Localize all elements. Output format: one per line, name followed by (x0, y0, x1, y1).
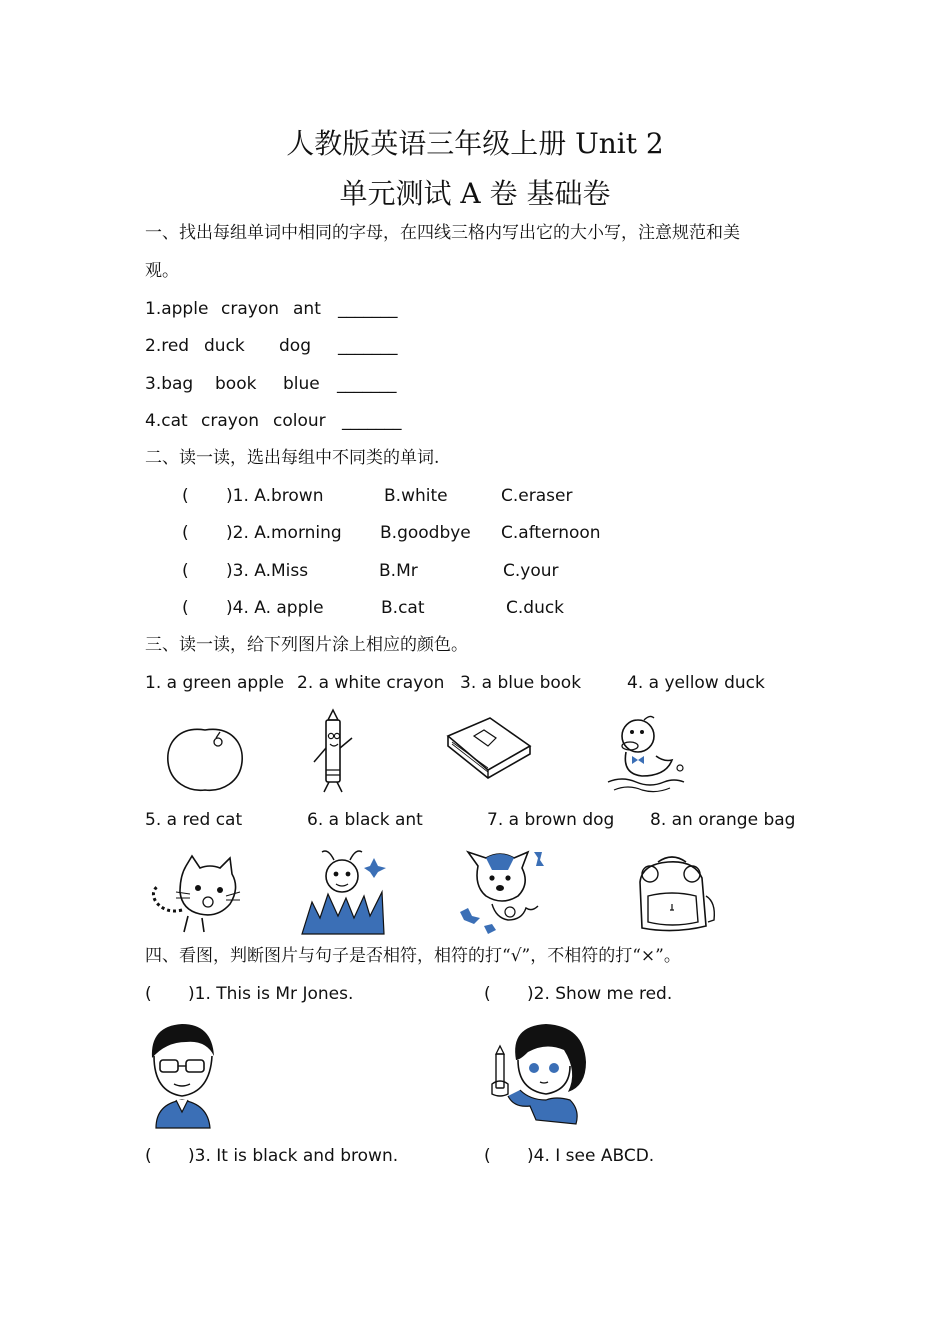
s2-q2-option-c: C.afternoon (501, 523, 601, 543)
s3-label1: 1. a green apple (145, 673, 285, 693)
s2-q2-option-b: B.goodbye (380, 523, 471, 543)
s3-label2: 2. a white crayon (297, 673, 445, 693)
s2-q4-option-b: B.cat (381, 598, 425, 618)
apple-picture (160, 722, 250, 794)
s1-item3-word2: book (215, 374, 257, 394)
s3-label4: 4. a yellow duck (627, 673, 765, 693)
section1-heading-line2: 观。 (145, 261, 179, 281)
section4-heading: 四、看图，判断图片与句子是否相符，相符的打“√”，不相符的打“×”。 (145, 946, 681, 966)
s3-label3: 3. a blue book (460, 673, 582, 693)
s1-item3-word1: 3.bag (145, 374, 194, 394)
cat-picture (146, 852, 242, 936)
crayon-picture (308, 708, 358, 794)
s2-q1-option-c: C.eraser (501, 486, 573, 506)
s1-item1-word1: 1.apple (145, 299, 209, 319)
s2-q4-paren[interactable]: ( (182, 598, 189, 618)
s2-q1-paren[interactable]: ( (182, 486, 189, 506)
s3-label6: 6. a black ant (307, 810, 423, 830)
section1-heading-line1: 一、找出每组单词中相同的字母，在四线三格内写出它的大小写，注意规范和美 (145, 223, 740, 243)
bag-picture (628, 852, 720, 934)
s4-q1-text: )1. This is Mr Jones. (188, 984, 354, 1004)
s4-q2-text: )2. Show me red. (527, 984, 673, 1004)
s1-item2-word2: duck (204, 336, 245, 356)
s2-q3-option-c: C.your (503, 561, 559, 581)
s4-q2-paren[interactable]: ( (484, 984, 491, 1004)
s1-item2-word1: 2.red (145, 336, 190, 356)
s1-item4-word3: colour (273, 411, 326, 431)
duck-picture (600, 712, 690, 794)
s2-q3-paren[interactable]: ( (182, 561, 189, 581)
s1-item4-word1: 4.cat (145, 411, 188, 431)
s1-item4-word2: crayon (201, 411, 259, 431)
mr-jones-picture (146, 1020, 220, 1130)
s4-q4-text: )4. I see ABCD. (527, 1146, 655, 1166)
s3-label7: 7. a brown dog (487, 810, 615, 830)
section2-heading: 二、读一读，选出每组中不同类的单词. (145, 448, 440, 468)
s2-q2-paren[interactable]: ( (182, 523, 189, 543)
title-line2: 单元测试 A 卷 基础卷 (339, 177, 611, 210)
s4-q1-paren[interactable]: ( (145, 984, 152, 1004)
s1-item3-word3: blue (283, 374, 320, 394)
ant-picture (298, 846, 390, 936)
s1-item2-word3: dog (279, 336, 311, 356)
s2-q3-option-a: )3. A.Miss (226, 561, 309, 581)
s4-q4-paren[interactable]: ( (484, 1146, 491, 1166)
section3-heading: 三、读一读，给下列图片涂上相应的颜色。 (145, 635, 468, 655)
s3-label8: 8. an orange bag (650, 810, 796, 830)
book-picture (444, 714, 534, 780)
s4-q3-paren[interactable]: ( (145, 1146, 152, 1166)
s1-item1-blank[interactable]: _______ (338, 299, 398, 319)
s1-item1-word3: ant (293, 299, 321, 319)
s2-q1-option-a: )1. A.brown (226, 486, 324, 506)
s1-item4-blank[interactable]: _______ (342, 411, 402, 431)
s2-q1-option-b: B.white (384, 486, 448, 506)
s2-q3-option-b: B.Mr (379, 561, 418, 581)
s2-q4-option-c: C.duck (506, 598, 565, 618)
s1-item2-blank[interactable]: _______ (338, 336, 398, 356)
s2-q2-option-a: )2. A.morning (226, 523, 342, 543)
s3-label5: 5. a red cat (145, 810, 243, 830)
dog-picture (456, 846, 552, 936)
girl-with-crayon-picture (490, 1020, 590, 1130)
s1-item1-word2: crayon (221, 299, 279, 319)
title-line1: 人教版英语三年级上册 Unit 2 (286, 127, 664, 160)
s2-q4-option-a: )4. A. apple (226, 598, 324, 618)
s1-item3-blank[interactable]: _______ (337, 374, 397, 394)
s4-q3-text: )3. It is black and brown. (188, 1146, 399, 1166)
